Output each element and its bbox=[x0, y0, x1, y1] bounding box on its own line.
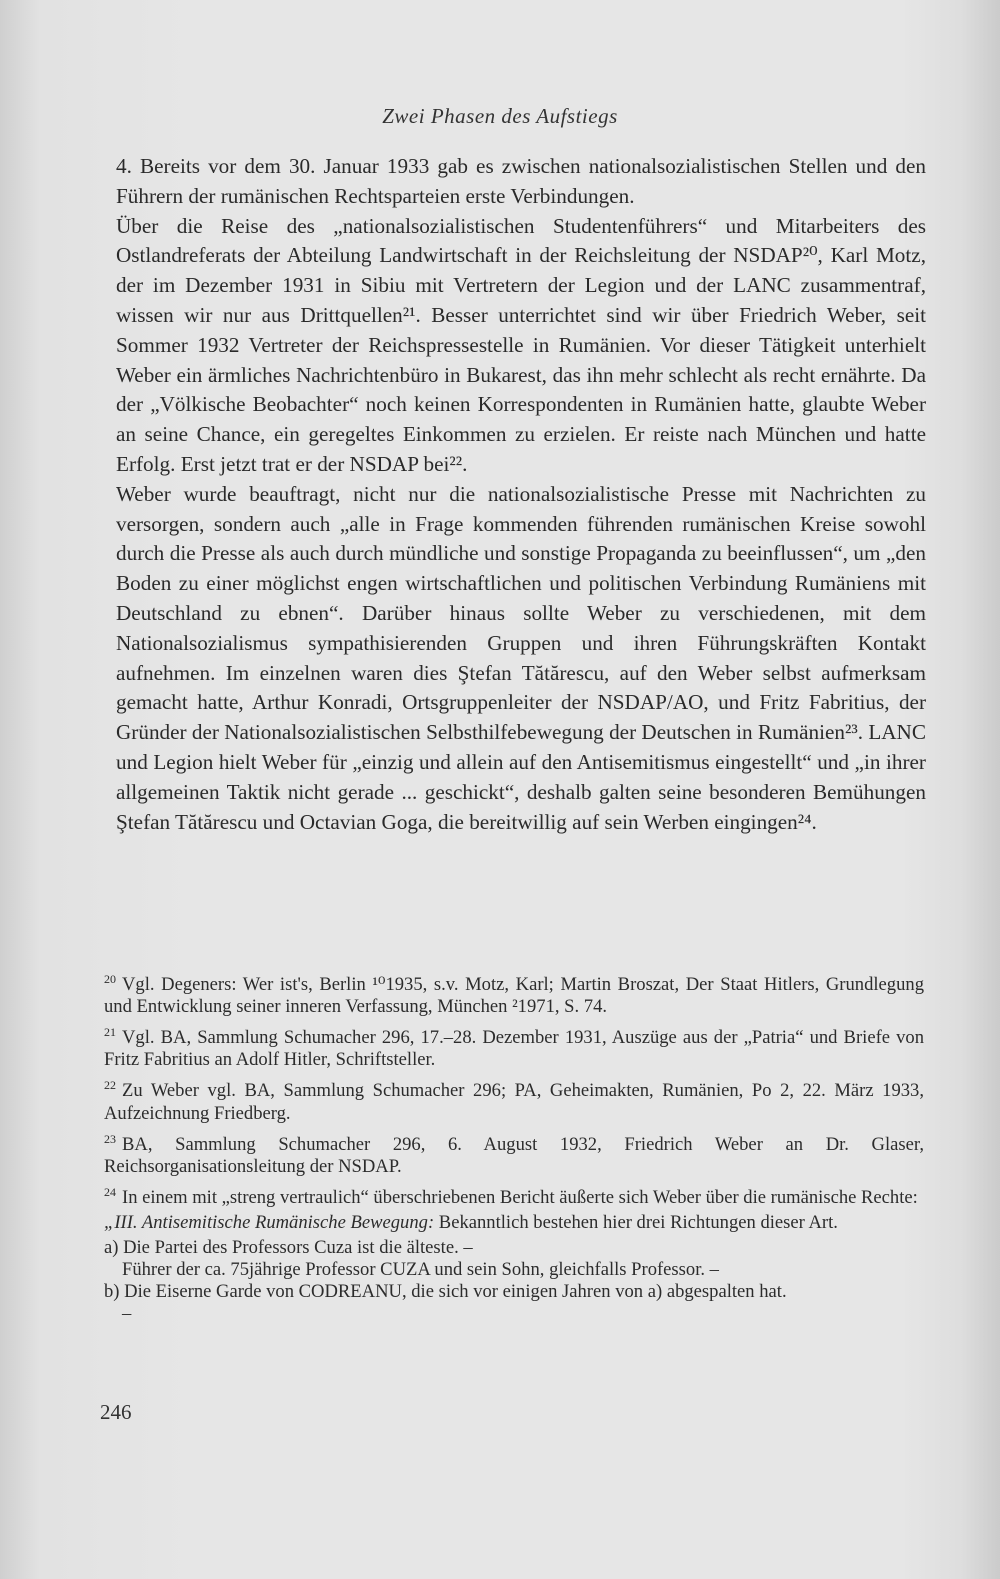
quote-list bbox=[104, 1237, 924, 1325]
footnote-number: 20 bbox=[104, 972, 116, 986]
quote-line: – bbox=[122, 1302, 132, 1324]
footnote-text: Zu Weber vgl. BA, Sammlung Schumacher 296; PA, Geheimakten, Rumänien, Po 2, 22. März 1933, Aufzeichnung Friedberg. bbox=[104, 1080, 924, 1124]
footnote-22 bbox=[104, 1074, 924, 1124]
running-head: Zwei Phasen des Aufstiegs bbox=[382, 104, 618, 128]
page-number: 246 bbox=[100, 1400, 132, 1424]
footnote-quote bbox=[104, 1212, 924, 1234]
quote-line: b) Die Eiserne Garde von CODREANU, die sich vor einigen Jahren von a) abgespalten hat. bbox=[104, 1280, 787, 1302]
paragraph-2: Über die Reise des „nationalsozialistischen Studentenführers“ und Mitarbeiters des Ostlandreferats der Abteilung Landwirtschaft in der Reichsleitung der NSDAP²⁰, Karl Motz, der im Dezember 1931 in Sibiu mit Vertretern der Legion und der LANC zusammentraf, wissen wir nur aus Drittquellen²¹. Besser unterrichtet sind wir über Friedrich Weber, seit Sommer 1932 Vertreter der Reichspressestelle in Rumänien. Vor dieser Tätigkeit unterhielt Weber ein ärmliches Nachrichtenbüro in Bukarest, das ihn mehr schlecht als recht ernährte. Da der „Völkische Beobachter“ noch keinen Korrespondenten in Rumänien hatte, glaubte Weber an seine Chance, ein geregeltes Einkommen zu erzielen. Er reiste nach München und hatte Erfolg. Erst jetzt trat er der NSDAP bei²². bbox=[116, 213, 926, 476]
footnote-20 bbox=[104, 968, 924, 1018]
quote-lead: „III. Antisemitische Rumänische Bewegung: bbox=[104, 1211, 435, 1233]
footnote-number: 23 bbox=[104, 1131, 116, 1146]
paragraph-3: Weber wurde beauftragt, nicht nur die nationalsozialistische Presse mit Nachrichten zu versorgen, sondern auch „alle in Frage kommenden führenden rumänischen Kreise sowohl durch die Presse als auch durch mündliche und sonstige Propaganda zu beeinflussen“, um „den Boden zu einer möglichst engen wirtschaftlichen und politischen Verbindung Rumäniens mit Deutschland zu ebnen“. Darüber hinaus sollte Weber zu verschiedenen, mit dem Nationalsozialismus sympathisierenden Gruppen und ihren Führungskräften Kontakt aufnehmen. Im einzelnen waren dies Ştefan Tătărescu, auf den Weber selbst aufmerksam gemacht hatte, Arthur Konradi, Ortsgruppenleiter der NSDAP/AO, und Fritz Fabritius, der Gründer der Nationalsozialistischen Selbsthilfebewegung der Deutschen in Rumänien²³. LANC und Legion hielt Weber für „einzig und allein auf den Antisemitismus eingestellt“ und „in ihrer allgemeinen Taktik nicht gerade ... geschickt“, deshalb galten seine besonderen Bemühungen Ştefan Tătărescu und Octavian Goga, die bereitwillig auf sein Werben eingingen²⁴. bbox=[116, 481, 926, 834]
body-text bbox=[116, 152, 926, 837]
footnote-text: BA, Sammlung Schumacher 296, 6. August 1932, Friedrich Weber an Dr. Glaser, Reichsorganisationsleitung der NSDAP. bbox=[104, 1133, 924, 1177]
quote-line: Führer der ca. 75jährige Professor CUZA und sein Sohn, gleichfalls Professor. – bbox=[122, 1258, 719, 1280]
footnote-23 bbox=[104, 1128, 924, 1178]
footnote-number: 22 bbox=[104, 1078, 116, 1093]
footnote-number: 24 bbox=[104, 1184, 116, 1199]
paragraph-1: 4. Bereits vor dem 30. Januar 1933 gab es zwischen nationalsozialistischen Stellen und den Führern der rumänischen Rechtsparteien erste Verbindungen. bbox=[116, 154, 926, 208]
footnote-text: In einem mit „streng vertraulich“ überschriebenen Bericht äußerte sich Weber über die rumänische Rechte: bbox=[122, 1186, 918, 1208]
quote-line: a) Die Partei des Professors Cuza ist die älteste. – bbox=[104, 1236, 473, 1258]
footnote-text: Vgl. Degeners: Wer ist's, Berlin ¹⁰1935, s.v. Motz, Karl; Martin Broszat, Der Staat Hitlers, Grundlegung und Entwicklung seiner inneren Verfassung, München ²1971, S. 74. bbox=[104, 974, 924, 1018]
footnote-21 bbox=[104, 1021, 924, 1071]
quote-rest: Bekanntlich bestehen hier drei Richtungen dieser Art. bbox=[434, 1211, 838, 1233]
footnote-text: Vgl. BA, Sammlung Schumacher 296, 17.–28. Dezember 1931, Auszüge aus der „Patria“ und Briefe von Fritz Fabritius an Adolf Hitler, Schriftsteller. bbox=[104, 1027, 924, 1071]
footnote-number: 21 bbox=[104, 1025, 116, 1040]
footnote-24 bbox=[104, 1181, 924, 1209]
footnotes bbox=[104, 968, 924, 1325]
